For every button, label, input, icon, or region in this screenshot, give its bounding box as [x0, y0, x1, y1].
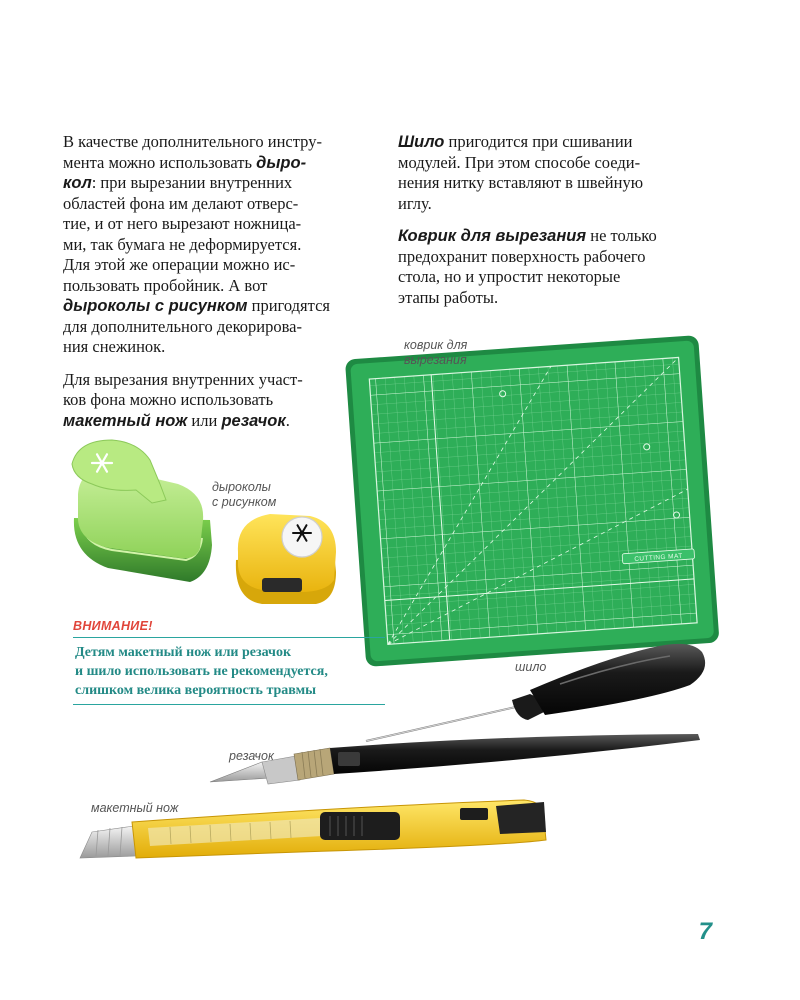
left-text-column — [63, 132, 368, 443]
mat-label-text: CUTTING MAT — [634, 552, 683, 564]
right-paragraph-1: Шило пригодится при сшивании модулей. При этом способе соеди- нения нитку вставляют в швейную иглу. — [398, 132, 644, 213]
left-paragraph-2: Для вырезания внутренних участ- ков фона можно использовать макетный нож или резачок. — [63, 369, 303, 430]
warning-text: Детям макетный нож или резачок и шило использовать не рекомендуется, слишком велика вероятность травмы — [73, 637, 385, 705]
craft-knife-illustration — [210, 734, 700, 784]
caption-awl: шило — [515, 660, 547, 674]
right-paragraph-2: Коврик для вырезания не только предохранит поверхность рабочего стола, но и упростит некоторые этапы работы. — [398, 226, 657, 307]
term-punch-end: кол — [63, 174, 92, 192]
yellow-punch-illustration — [236, 514, 336, 604]
term-awl: Шило — [398, 133, 445, 151]
warning-title: ВНИМАНИЕ! — [73, 619, 153, 633]
term-cutting-mat: Коврик для вырезания — [398, 227, 587, 245]
caption-cutting-mat: коврик для вырезания — [404, 338, 468, 367]
page-number: 7 — [698, 918, 712, 945]
warning-box — [73, 619, 385, 705]
term-punch: дыро- — [256, 153, 307, 172]
term-pattern-punches: дыроколы с рисунком — [63, 297, 248, 315]
green-punch-illustration — [72, 440, 212, 582]
caption-punches: дыроколы с рисунком — [212, 480, 277, 509]
cutting-mat-illustration — [345, 335, 720, 667]
caption-craft-knife: резачок — [229, 749, 274, 763]
caption-utility-knife: макетный нож — [91, 801, 179, 815]
term-utility-knife: макетный нож — [63, 411, 188, 430]
right-text-column — [398, 132, 718, 320]
left-paragraph-1: В качестве дополнительного инстру- мента можно использовать дыро- кол: при вырезании внутренних областей фона им делают отверс- тие, и от него вырезают ножница- ми, так бумага не деформируется. Для этой же операции можно ис- пользовать пробойник. А вот дыроколы с рисунком пригодятся для дополнительного декорирова- ния снежинок. — [63, 132, 330, 356]
term-craft-knife: резачок — [221, 411, 286, 430]
